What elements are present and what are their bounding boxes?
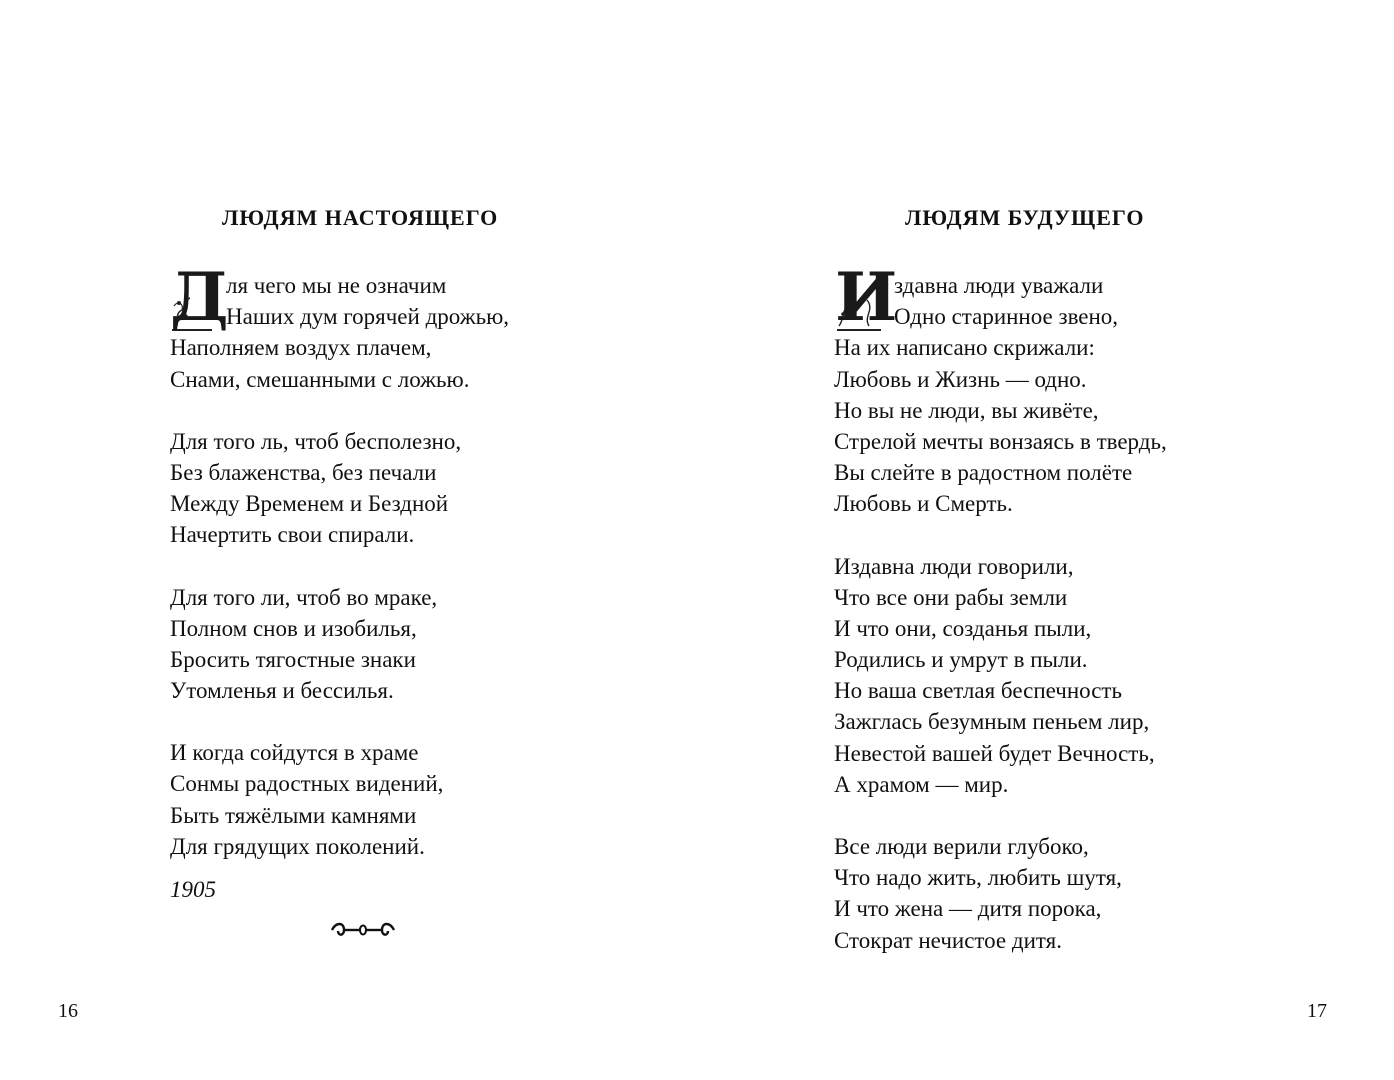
poem-line: Любовь и Жизнь — одно. — [834, 366, 1087, 392]
dropcap-letter: И — [835, 258, 898, 336]
page-number: 16 — [58, 1000, 78, 1022]
poem-line: ля чего мы не означим — [226, 273, 447, 298]
poem-line: И когда сойдутся в храме — [170, 740, 419, 766]
poem-line: Утомленья и бессилья. — [170, 678, 394, 704]
poem-line: Но вы не люди, вы живёте, — [834, 397, 1099, 423]
poem-line: Невестой вашей будет Вечность, — [834, 740, 1155, 766]
stanza — [834, 831, 1167, 956]
stanza — [170, 582, 509, 707]
poem-line: Одно старинное звено, — [894, 304, 1119, 330]
poem-line: Но ваша светлая беспечность — [834, 678, 1122, 704]
poem-line: Быть тяжёлыми камнями — [170, 802, 417, 828]
poem-line: Родились и умрут в пыли. — [834, 647, 1088, 673]
poem-line: Наших дум горячей дрожью, — [226, 304, 510, 330]
poem-line: И что они, созданья пыли, — [834, 615, 1092, 641]
flourish-icon — [330, 920, 396, 940]
poem-line: Что надо жить, любить шутя, — [834, 865, 1122, 891]
poem-body — [834, 270, 1167, 987]
poem-line: И что жена — дитя порока, — [834, 896, 1102, 922]
poem-line: Сонмы радостных видений, — [170, 771, 444, 797]
stanza — [170, 270, 509, 395]
poem-line: Что все они рабы земли — [834, 584, 1068, 610]
poem-line: Издавна люди говорили, — [834, 553, 1074, 579]
poem-line: На их написано скрижали: — [834, 335, 1095, 361]
dropcap-letter: Д — [170, 258, 229, 336]
stanza — [834, 270, 1167, 520]
poem-line: Все люди верили глубоко, — [834, 834, 1089, 859]
poem-line: здавна люди уважали — [894, 273, 1104, 298]
poem-line: Для того ли, чтоб во мраке, — [170, 584, 438, 610]
poem-line: Для того ль, чтоб бесполезно, — [170, 428, 462, 454]
poem-line: Для грядущих поколений. — [170, 833, 425, 859]
poem-line: Стократ нечистое дитя. — [834, 927, 1062, 953]
poem-date: 1905 — [170, 877, 216, 902]
poem-line: Зажглась безумным пеньем лир, — [834, 709, 1150, 735]
poem-line: Наполняем воздух плачем, — [170, 335, 432, 361]
stanza — [170, 737, 509, 862]
poem-line: Без блаженства, без печали — [170, 459, 437, 485]
end-ornament — [330, 920, 396, 945]
stanza — [170, 426, 509, 551]
poem-title: ЛЮДЯМ БУДУЩЕГО — [905, 205, 1145, 230]
poem-line: Бросить тягостные знаки — [170, 646, 416, 672]
poem-line: Стрелой мечты вонзаясь в твердь, — [834, 428, 1167, 454]
poem-title: ЛЮДЯМ НАСТОЯЩЕГО — [222, 205, 499, 230]
poem-line: Снами, смешанными с ложью. — [170, 366, 470, 392]
page-number: 17 — [1307, 1000, 1327, 1022]
stanza — [834, 551, 1167, 801]
poem-line: Вы слейте в радостном полёте — [834, 460, 1133, 486]
poem-body — [170, 270, 509, 893]
poem-line: А храмом — мир. — [834, 771, 1009, 797]
poem-line: Полном снов и изобилья, — [170, 615, 417, 641]
poem-line: Между Временем и Бездной — [170, 491, 449, 517]
poem-line: Любовь и Смерть. — [834, 491, 1013, 517]
right-page — [697, 0, 1394, 1080]
poem-line: Начертить свои спирали. — [170, 522, 415, 548]
